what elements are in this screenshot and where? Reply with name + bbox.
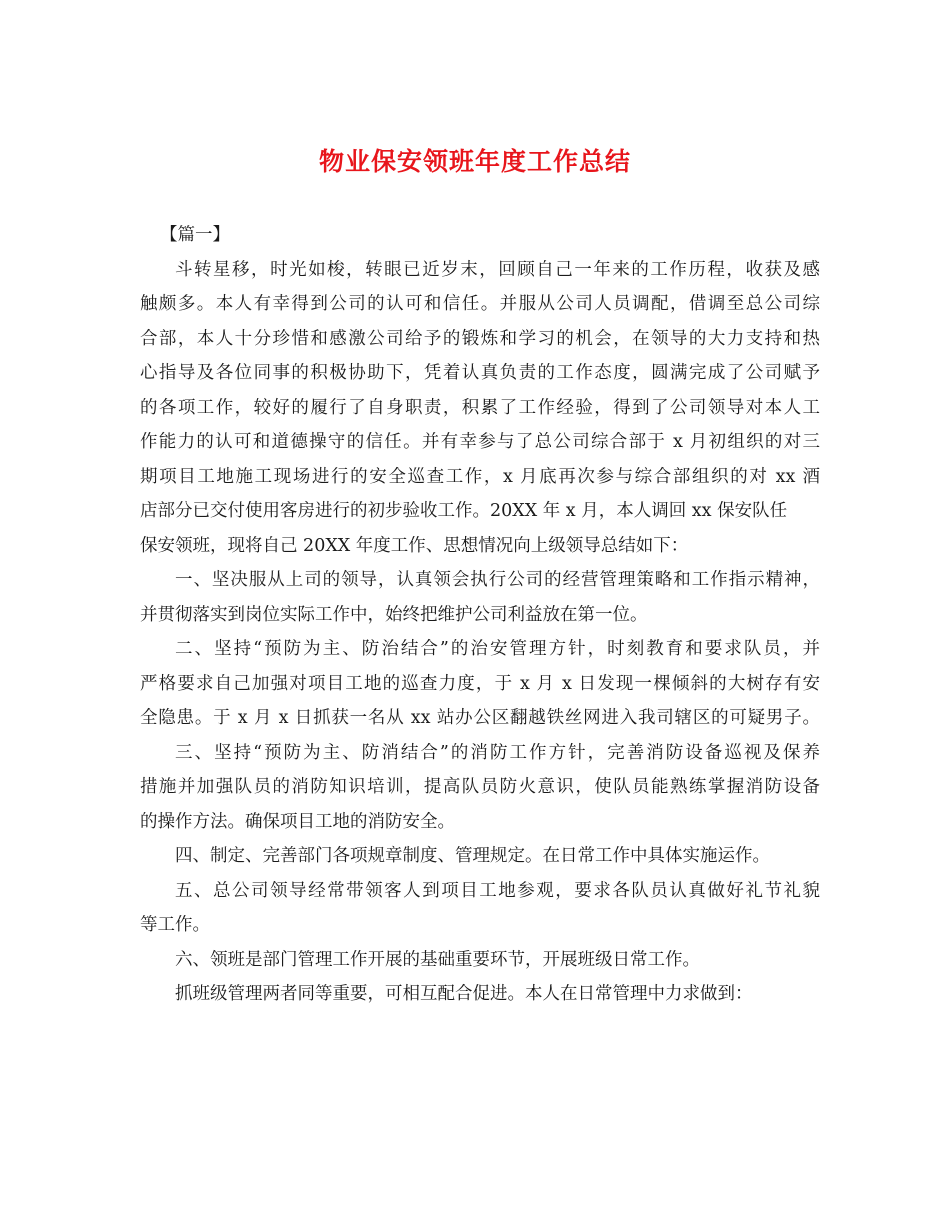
section-tag: 【篇一】 (160, 225, 230, 245)
body-text-line: 抓班级管理两者同等重要，可相互配合促进。本人在日常管理中力求做到： (175, 984, 753, 1004)
body-text-line: 一、坚决服从上司的领导，认真领会执行公司的经营管理策略和工作指示精神， (175, 570, 820, 590)
body-text-line: 全隐患。于 x 月 x 日抓获一名从 xx 站办公区翻越铁丝网进入我司辖区的可疑男子。 (140, 708, 820, 728)
body-text-line: 保安领班，现将自己 20XX 年度工作、思想情况向上级领导总结如下： (140, 535, 689, 556)
body-text-line: 五、总公司领导经常带领客人到项目工地参观，要求各队员认真做好礼节礼貌 (175, 880, 820, 901)
body-text-line: 等工作。 (140, 915, 210, 935)
body-text-line: 店部分已交付使用客房进行的初步验收工作。20XX 年 x 月，本人调回 xx 保安队任 (140, 501, 788, 521)
body-text-line: 措施并加强队员的消防知识培训，提高队员防火意识，使队员能熟练掌握消防设备 (140, 777, 820, 797)
body-text-line: 的操作方法。确保项目工地的消防安全。 (140, 811, 455, 832)
document-body (140, 218, 820, 1012)
body-text-line: 作能力的认可和道德操守的信任。并有幸参与了总公司综合部于 x 月初组织的对三 (140, 432, 820, 452)
body-text-line: 心指导及各位同事的积极协助下，凭着认真负责的工作态度，圆满完成了公司赋予 (140, 363, 820, 383)
body-text-line: 二、坚持“预防为主、防治结合”的治安管理方针，时刻教育和要求队员，并 (175, 639, 820, 659)
body-text-line: 六、领班是部门管理工作开展的基础重要环节，开展班级日常工作。 (175, 949, 700, 970)
body-text-line: 期项目工地施工现场进行的安全巡查工作，x 月底再次参与综合部组织的对 xx 酒 (140, 466, 820, 487)
body-text-line: 四、制定、完善部门各项规章制度、管理规定。在日常工作中具体实施运作。 (175, 846, 770, 866)
body-text-line: 的各项工作，较好的履行了自身职责，积累了工作经验，得到了公司领导对本人工 (140, 397, 820, 418)
body-text-line: 合部，本人十分珍惜和感激公司给予的锻炼和学习的机会，在领导的大力支持和热 (140, 328, 820, 349)
body-text-line: 严格要求自己加强对项目工地的巡查力度，于 x 月 x 日发现一棵倾斜的大树存有安 (140, 673, 820, 694)
document-title: 物业保安领班年度工作总结 (318, 147, 631, 176)
body-text-line: 触颇多。本人有幸得到公司的认可和信任。并服从公司人员调配，借调至总公司综 (140, 294, 820, 314)
body-text-line: 三、坚持“预防为主、防消结合”的消防工作方针，完善消防设备巡视及保养 (175, 742, 820, 763)
body-text-line: 斗转星移，时光如梭，转眼已近岁末，回顾自己一年来的工作历程，收获及感 (175, 259, 820, 280)
body-text-line: 并贯彻落实到岗位实际工作中，始终把维护公司利益放在第一位。 (140, 604, 648, 625)
